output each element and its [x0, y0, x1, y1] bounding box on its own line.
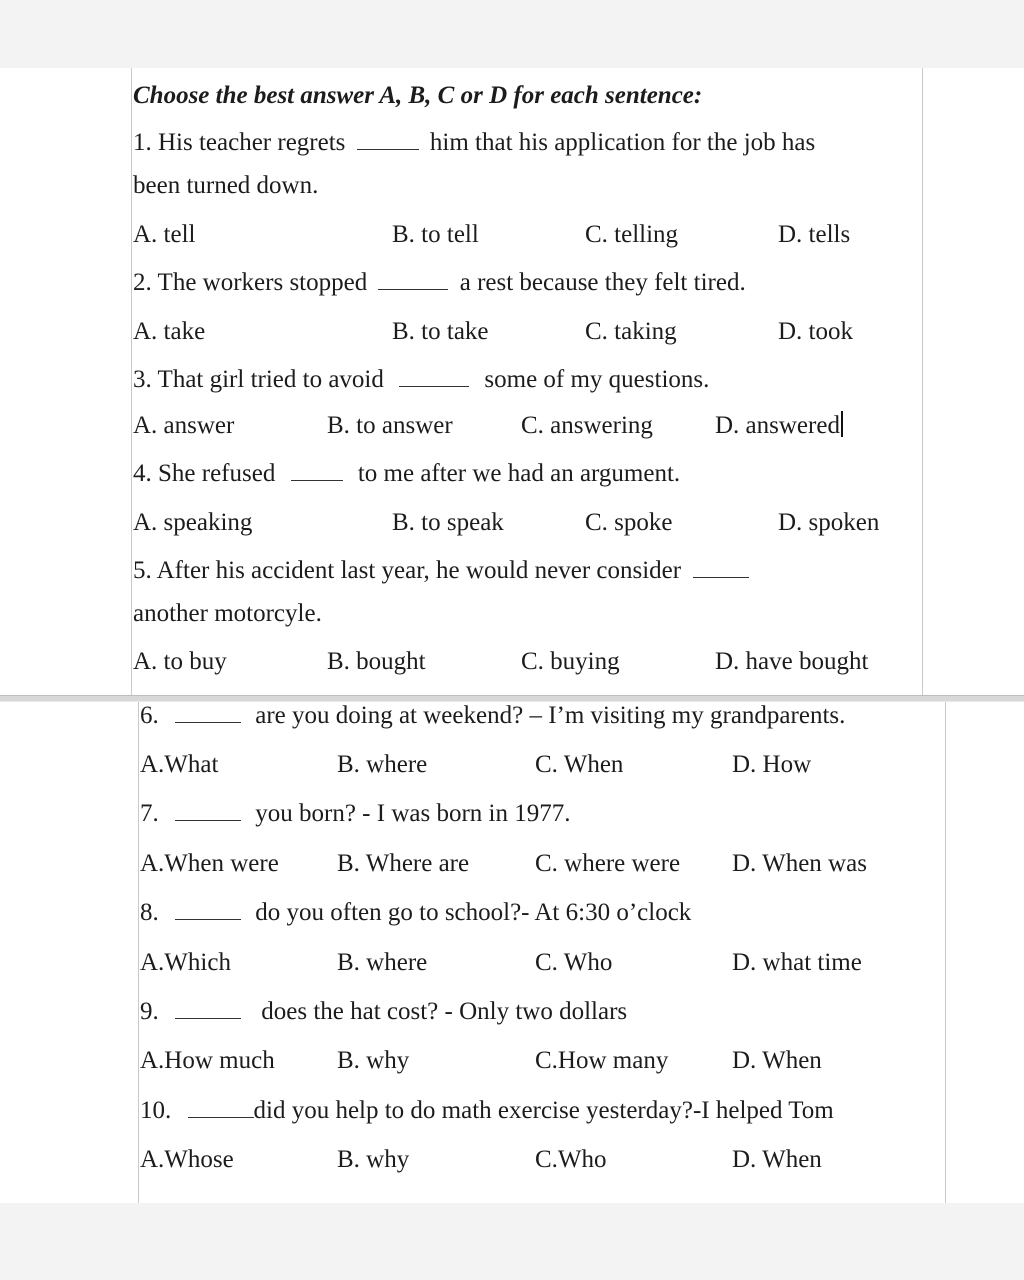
q2-option-c: C. taking	[585, 318, 677, 345]
q10-option-a: A.Whose	[140, 1146, 234, 1173]
q7-option-d: D. When was	[732, 850, 867, 877]
answer-blank	[175, 800, 241, 821]
question-7-suffix: you born? - I was born in 1977.	[255, 800, 571, 827]
answer-blank	[378, 269, 448, 290]
q6-option-a: A.What	[140, 751, 219, 778]
question-6-prefix: 6.	[140, 702, 159, 729]
answer-blank	[175, 998, 241, 1019]
q8-option-c: C. Who	[535, 949, 613, 976]
question-9-suffix: does the hat cost? - Only two dollars	[261, 998, 628, 1025]
q4-option-b: B. to speak	[392, 509, 504, 536]
q3-option-d-label: D. answered	[715, 412, 840, 439]
question-10	[140, 1096, 834, 1126]
answer-blank	[188, 1097, 254, 1118]
q4-option-d: D. spoken	[778, 509, 880, 536]
question-1	[133, 128, 815, 158]
question-2-prefix: 2. The workers stopped	[133, 269, 368, 296]
q10-option-c: C.Who	[535, 1146, 607, 1173]
q3-option-a: A. answer	[133, 412, 235, 439]
q7-option-c: C. where were	[535, 850, 681, 877]
q2-option-b: B. to take	[392, 318, 489, 345]
question-9-prefix: 9.	[140, 998, 159, 1025]
question-8-prefix: 8.	[140, 899, 159, 926]
q9-option-c: C.How many	[535, 1047, 669, 1074]
question-7-prefix: 7.	[140, 800, 159, 827]
q1-option-d: D. tells	[778, 221, 851, 248]
answer-blank	[291, 460, 343, 481]
q6-option-c: C. When	[535, 751, 624, 778]
question-4-suffix: to me after we had an argument.	[357, 460, 681, 487]
q1-option-b: B. to tell	[392, 221, 479, 248]
q5-option-a: A. to buy	[133, 648, 227, 675]
q9-option-a: A.How much	[140, 1047, 275, 1074]
text-cursor	[841, 411, 843, 437]
answer-blank	[399, 366, 469, 387]
q1-option-a: A. tell	[133, 221, 196, 248]
q7-option-b: B. Where are	[337, 850, 470, 877]
q6-option-d: D. How	[732, 751, 812, 778]
question-3-prefix: 3. That girl tried to avoid	[133, 366, 384, 393]
q3-option-d	[715, 411, 843, 441]
question-6-suffix: are you doing at weekend? – I’m visiting my grandparents.	[255, 702, 846, 729]
q9-option-d: D. When	[732, 1047, 822, 1074]
q9-option-b: B. why	[337, 1047, 410, 1074]
q10-option-d: D. When	[732, 1146, 822, 1173]
question-5-continuation: another motorcyle.	[133, 600, 322, 627]
q4-option-c: C. spoke	[585, 509, 673, 536]
q5-option-d: D. have bought	[715, 648, 869, 675]
question-5	[133, 556, 755, 586]
question-4	[133, 459, 680, 489]
q8-option-b: B. where	[337, 949, 428, 976]
q2-option-a: A. take	[133, 318, 206, 345]
answer-blank	[175, 702, 241, 723]
q5-option-b: B. bought	[327, 648, 426, 675]
question-7	[140, 799, 570, 829]
question-9	[140, 997, 627, 1027]
question-8	[140, 898, 691, 928]
question-10-prefix: 10.	[140, 1097, 172, 1124]
q6-option-b: B. where	[337, 751, 428, 778]
question-8-suffix: do you often go to school?- At 6:30 o’clock	[255, 899, 692, 926]
q4-option-a: A. speaking	[133, 509, 253, 536]
answer-blank	[693, 557, 749, 578]
q2-option-d: D. took	[778, 318, 853, 345]
q7-option-a: A.When were	[140, 850, 279, 877]
question-5-prefix: 5. After his accident last year, he would never consider	[133, 557, 682, 584]
q8-option-a: A.Which	[140, 949, 231, 976]
question-4-prefix: 4. She refused	[133, 460, 276, 487]
question-6	[140, 701, 845, 731]
question-2	[133, 268, 746, 298]
question-10-suffix: did you help to do math exercise yesterday?-I helped Tom	[253, 1097, 834, 1124]
question-3-suffix: some of my questions.	[484, 366, 710, 393]
question-3	[133, 365, 709, 395]
q1-option-c: C. telling	[585, 221, 679, 248]
worksheet-instructions: Choose the best answer A, B, C or D for each sentence:	[133, 82, 703, 109]
answer-blank	[175, 899, 241, 920]
question-2-suffix: a rest because they felt tired.	[459, 269, 746, 296]
q3-option-b: B. to answer	[327, 412, 453, 439]
answer-blank	[357, 129, 419, 150]
q10-option-b: B. why	[337, 1146, 410, 1173]
q3-option-c: C. answering	[521, 412, 653, 439]
q8-option-d: D. what time	[732, 949, 862, 976]
q5-option-c: C. buying	[521, 648, 620, 675]
question-1-continuation: been turned down.	[133, 172, 319, 199]
question-1-prefix: 1. His teacher regrets	[133, 129, 346, 156]
question-1-suffix: him that his application for the job has	[429, 129, 816, 156]
